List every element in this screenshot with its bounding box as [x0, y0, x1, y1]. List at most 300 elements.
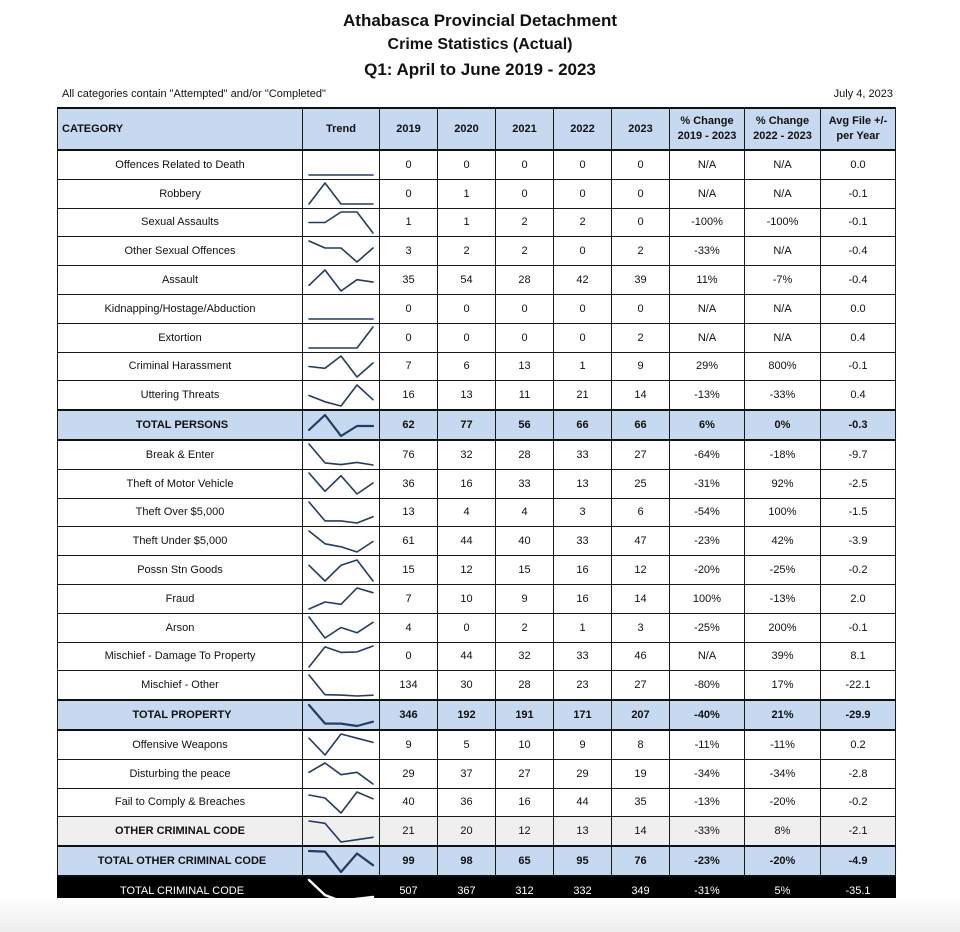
avg-file-per-year: -3.9 — [821, 527, 896, 556]
year-value-2022: 171 — [554, 700, 612, 730]
trend-sparkline — [303, 209, 379, 236]
category-cell: Mischief - Damage To Property — [58, 642, 303, 671]
year-value-2020: 44 — [438, 642, 496, 671]
year-value-2019: 346 — [380, 700, 438, 730]
avg-file-per-year: -0.3 — [821, 410, 896, 440]
pct-change-2019-2023: 29% — [670, 352, 745, 381]
pct-change-2022-2023: -18% — [745, 440, 821, 469]
table-row — [58, 556, 896, 585]
year-value-2021: 9 — [496, 584, 554, 613]
category-cell: Possn Stn Goods — [58, 556, 303, 585]
category-cell: TOTAL PERSONS — [58, 410, 303, 440]
year-value-2020: 98 — [438, 846, 496, 876]
year-value-2022: 0 — [554, 179, 612, 208]
table-row — [58, 584, 896, 613]
trend-line — [309, 531, 373, 552]
pct-change-2019-2023: N/A — [670, 323, 745, 352]
year-value-2023: 46 — [612, 642, 670, 671]
year-value-2020: 37 — [438, 759, 496, 788]
avg-file-per-year: 2.0 — [821, 584, 896, 613]
trend-cell — [303, 150, 380, 179]
avg-file-per-year: 8.1 — [821, 642, 896, 671]
year-value-2022: 0 — [554, 150, 612, 179]
trend-sparkline — [303, 412, 379, 439]
pct-change-2019-2023: -40% — [670, 700, 745, 730]
avg-file-per-year: -2.1 — [821, 817, 896, 846]
pct-change-2022-2023: -100% — [745, 208, 821, 237]
categories-note: All categories contain "Attempted" and/or "Completed" — [62, 88, 326, 100]
avg-file-per-year: 0.2 — [821, 730, 896, 759]
pct-change-2019-2023: N/A — [670, 179, 745, 208]
avg-file-per-year: 0.4 — [821, 381, 896, 410]
pct-change-2022-2023: N/A — [745, 323, 821, 352]
year-value-2022: 44 — [554, 788, 612, 817]
category-cell: Assault — [58, 266, 303, 295]
trend-sparkline — [303, 731, 379, 758]
year-value-2023: 9 — [612, 352, 670, 381]
year-value-2022: 0 — [554, 294, 612, 323]
year-value-2021: 28 — [496, 671, 554, 700]
pct-change-2019-2023: -13% — [670, 788, 745, 817]
year-value-2020: 6 — [438, 352, 496, 381]
year-value-2022: 29 — [554, 759, 612, 788]
year-value-2019: 507 — [380, 876, 438, 905]
pct-change-2019-2023: 6% — [670, 410, 745, 440]
pct-change-2019-2023: -54% — [670, 498, 745, 527]
year-value-2023: 207 — [612, 700, 670, 730]
trend-sparkline — [303, 585, 379, 612]
header-avg-unit: per Year — [836, 130, 880, 142]
avg-file-per-year: -29.9 — [821, 700, 896, 730]
year-value-2022: 0 — [554, 323, 612, 352]
year-value-2022: 33 — [554, 642, 612, 671]
category-cell: Mischief - Other — [58, 671, 303, 700]
pct-change-2022-2023: 0% — [745, 410, 821, 440]
trend-sparkline — [303, 441, 379, 468]
year-value-2023: 14 — [612, 381, 670, 410]
trend-cell — [303, 179, 380, 208]
year-value-2021: 2 — [496, 237, 554, 266]
pct-change-2019-2023: -100% — [670, 208, 745, 237]
year-value-2019: 0 — [380, 294, 438, 323]
header-pct-range: 2022 - 2023 — [753, 130, 812, 142]
category-cell: TOTAL PROPERTY — [58, 700, 303, 730]
trend-cell — [303, 266, 380, 295]
category-cell: Theft Over $5,000 — [58, 498, 303, 527]
category-cell: Robbery — [58, 179, 303, 208]
trend-sparkline — [303, 295, 379, 322]
year-value-2022: 2 — [554, 208, 612, 237]
year-value-2020: 16 — [438, 469, 496, 498]
pct-change-2019-2023: 11% — [670, 266, 745, 295]
year-value-2023: 14 — [612, 817, 670, 846]
year-value-2022: 16 — [554, 556, 612, 585]
year-value-2023: 2 — [612, 323, 670, 352]
year-value-2020: 1 — [438, 208, 496, 237]
category-cell: Theft Under $5,000 — [58, 527, 303, 556]
trend-cell — [303, 410, 380, 440]
year-value-2019: 0 — [380, 150, 438, 179]
table-row — [58, 642, 896, 671]
year-value-2019: 29 — [380, 759, 438, 788]
year-value-2020: 44 — [438, 527, 496, 556]
pct-change-2022-2023: -11% — [745, 730, 821, 759]
trend-cell — [303, 237, 380, 266]
pct-change-2022-2023: -13% — [745, 584, 821, 613]
total-row — [58, 410, 896, 440]
year-value-2023: 25 — [612, 469, 670, 498]
year-value-2020: 36 — [438, 788, 496, 817]
trend-sparkline — [303, 382, 379, 409]
year-value-2020: 1 — [438, 179, 496, 208]
year-value-2020: 54 — [438, 266, 496, 295]
year-value-2020: 0 — [438, 150, 496, 179]
trend-cell — [303, 498, 380, 527]
year-value-2019: 0 — [380, 179, 438, 208]
header-2019: 2019 — [380, 108, 438, 150]
year-value-2021: 0 — [496, 323, 554, 352]
year-value-2019: 21 — [380, 817, 438, 846]
header-2021: 2021 — [496, 108, 554, 150]
year-value-2020: 0 — [438, 613, 496, 642]
report-period: Q1: April to June 2019 - 2023 — [364, 60, 596, 79]
pct-change-2019-2023: -33% — [670, 817, 745, 846]
year-value-2019: 15 — [380, 556, 438, 585]
table-row — [58, 527, 896, 556]
year-value-2019: 35 — [380, 266, 438, 295]
avg-file-per-year: -2.8 — [821, 759, 896, 788]
year-value-2023: 0 — [612, 179, 670, 208]
report-subtitle: Crime Statistics (Actual) — [387, 36, 573, 53]
year-value-2020: 30 — [438, 671, 496, 700]
year-value-2022: 16 — [554, 584, 612, 613]
trend-line — [309, 385, 373, 406]
total-row — [58, 700, 896, 730]
pct-change-2019-2023: -64% — [670, 440, 745, 469]
year-value-2022: 21 — [554, 381, 612, 410]
trend-line — [309, 356, 373, 377]
year-value-2019: 76 — [380, 440, 438, 469]
pct-change-2022-2023: 200% — [745, 613, 821, 642]
pct-change-2019-2023: -13% — [670, 381, 745, 410]
year-value-2021: 10 — [496, 730, 554, 759]
header-avg-file-per-year — [821, 108, 896, 150]
year-value-2022: 33 — [554, 440, 612, 469]
category-cell: Disturbing the peace — [58, 759, 303, 788]
pct-change-2019-2023: -31% — [670, 876, 745, 905]
header-pct-range: 2019 - 2023 — [677, 130, 737, 142]
trend-cell — [303, 730, 380, 759]
pct-change-2022-2023: 92% — [745, 469, 821, 498]
year-value-2023: 8 — [612, 730, 670, 759]
table-row — [58, 150, 896, 179]
table-row — [58, 237, 896, 266]
pct-change-2022-2023: 800% — [745, 352, 821, 381]
avg-file-per-year: -0.1 — [821, 352, 896, 381]
trend-cell — [303, 440, 380, 469]
trend-sparkline — [303, 238, 379, 265]
pct-change-2019-2023: 100% — [670, 584, 745, 613]
pct-change-2022-2023: 17% — [745, 671, 821, 700]
category-cell: TOTAL OTHER CRIMINAL CODE — [58, 846, 303, 876]
table-row — [58, 730, 896, 759]
pct-change-2022-2023: N/A — [745, 237, 821, 266]
table-row — [58, 294, 896, 323]
year-value-2019: 7 — [380, 584, 438, 613]
pct-change-2019-2023: -20% — [670, 556, 745, 585]
year-value-2022: 3 — [554, 498, 612, 527]
pct-change-2022-2023: -25% — [745, 556, 821, 585]
category-cell: Kidnapping/Hostage/Abduction — [58, 294, 303, 323]
avg-file-per-year: 0.0 — [821, 294, 896, 323]
table-row — [58, 788, 896, 817]
pct-change-2022-2023: 5% — [745, 876, 821, 905]
pct-change-2022-2023: N/A — [745, 150, 821, 179]
pct-change-2022-2023: 8% — [745, 817, 821, 846]
year-value-2019: 9 — [380, 730, 438, 759]
year-value-2022: 23 — [554, 671, 612, 700]
trend-line — [309, 705, 373, 726]
year-value-2020: 0 — [438, 294, 496, 323]
trend-sparkline — [303, 643, 379, 670]
category-cell: Offensive Weapons — [58, 730, 303, 759]
year-value-2020: 77 — [438, 410, 496, 440]
trend-line — [309, 821, 373, 842]
year-value-2021: 27 — [496, 759, 554, 788]
trend-sparkline — [303, 324, 379, 351]
trend-cell — [303, 846, 380, 876]
avg-file-per-year: -1.5 — [821, 498, 896, 527]
year-value-2023: 19 — [612, 759, 670, 788]
trend-sparkline — [303, 702, 379, 729]
report-title: Athabasca Provincial Detachment — [343, 11, 617, 30]
trend-line — [309, 763, 373, 784]
year-value-2019: 99 — [380, 846, 438, 876]
year-value-2021: 0 — [496, 294, 554, 323]
trend-line — [309, 444, 373, 465]
trend-line — [309, 473, 373, 494]
table-row — [58, 440, 896, 469]
year-value-2023: 27 — [612, 440, 670, 469]
year-value-2023: 0 — [612, 294, 670, 323]
year-value-2023: 47 — [612, 527, 670, 556]
header-trend: Trend — [303, 108, 380, 150]
trend-cell — [303, 642, 380, 671]
trend-sparkline — [303, 818, 379, 845]
year-value-2019: 134 — [380, 671, 438, 700]
trend-cell — [303, 584, 380, 613]
year-value-2021: 56 — [496, 410, 554, 440]
year-value-2021: 0 — [496, 179, 554, 208]
header-pct-label: % Change — [680, 115, 734, 127]
trend-sparkline — [303, 267, 379, 294]
category-cell: Theft of Motor Vehicle — [58, 469, 303, 498]
year-value-2023: 66 — [612, 410, 670, 440]
avg-file-per-year: -0.2 — [821, 788, 896, 817]
year-value-2019: 62 — [380, 410, 438, 440]
year-value-2021: 65 — [496, 846, 554, 876]
trend-sparkline — [303, 614, 379, 641]
trend-cell — [303, 613, 380, 642]
year-value-2021: 33 — [496, 469, 554, 498]
table-row — [58, 208, 896, 237]
year-value-2023: 39 — [612, 266, 670, 295]
year-value-2023: 35 — [612, 788, 670, 817]
pct-change-2022-2023: N/A — [745, 179, 821, 208]
trend-cell — [303, 556, 380, 585]
year-value-2021: 312 — [496, 876, 554, 905]
table-row — [58, 381, 896, 410]
trend-sparkline — [303, 848, 379, 875]
year-value-2023: 0 — [612, 208, 670, 237]
report-date: July 4, 2023 — [833, 88, 893, 100]
year-value-2023: 0 — [612, 150, 670, 179]
trend-line — [309, 851, 373, 872]
trend-sparkline — [303, 151, 379, 178]
trend-cell — [303, 527, 380, 556]
trend-sparkline — [303, 470, 379, 497]
year-value-2019: 36 — [380, 469, 438, 498]
year-value-2020: 367 — [438, 876, 496, 905]
year-value-2019: 0 — [380, 323, 438, 352]
header-avg-label: Avg File +/- — [828, 115, 888, 127]
header-2023: 2023 — [612, 108, 670, 150]
year-value-2022: 1 — [554, 613, 612, 642]
year-value-2022: 13 — [554, 817, 612, 846]
year-value-2019: 16 — [380, 381, 438, 410]
trend-line — [309, 675, 373, 696]
avg-file-per-year: -2.5 — [821, 469, 896, 498]
category-cell: Arson — [58, 613, 303, 642]
category-cell: Criminal Harassment — [58, 352, 303, 381]
avg-file-per-year: -35.1 — [821, 876, 896, 905]
trend-line — [309, 270, 373, 291]
year-value-2021: 4 — [496, 498, 554, 527]
pct-change-2019-2023: -33% — [670, 237, 745, 266]
pct-change-2022-2023: -34% — [745, 759, 821, 788]
avg-file-per-year: -22.1 — [821, 671, 896, 700]
subtotal-row — [58, 817, 896, 846]
pct-change-2019-2023: N/A — [670, 294, 745, 323]
category-cell: Other Sexual Offences — [58, 237, 303, 266]
year-value-2021: 16 — [496, 788, 554, 817]
pct-change-2022-2023: -7% — [745, 266, 821, 295]
avg-file-per-year: -0.1 — [821, 208, 896, 237]
avg-file-per-year: 0.4 — [821, 323, 896, 352]
pct-change-2022-2023: 42% — [745, 527, 821, 556]
table-row — [58, 671, 896, 700]
year-value-2021: 2 — [496, 208, 554, 237]
report-title-block — [0, 9, 960, 83]
trend-line — [309, 646, 373, 667]
year-value-2020: 20 — [438, 817, 496, 846]
year-value-2022: 9 — [554, 730, 612, 759]
pct-change-2022-2023: -20% — [745, 846, 821, 876]
trend-sparkline — [303, 499, 379, 526]
year-value-2023: 14 — [612, 584, 670, 613]
trend-line — [309, 212, 373, 233]
year-value-2022: 42 — [554, 266, 612, 295]
year-value-2019: 0 — [380, 642, 438, 671]
category-cell: Fraud — [58, 584, 303, 613]
year-value-2020: 4 — [438, 498, 496, 527]
pct-change-2019-2023: -11% — [670, 730, 745, 759]
year-value-2022: 95 — [554, 846, 612, 876]
trend-cell — [303, 208, 380, 237]
category-cell: TOTAL CRIMINAL CODE — [58, 876, 303, 905]
pct-change-2019-2023: N/A — [670, 150, 745, 179]
table-row — [58, 759, 896, 788]
header-category: CATEGORY — [58, 108, 303, 150]
header-pct-change-2019-2023 — [670, 108, 745, 150]
year-value-2019: 61 — [380, 527, 438, 556]
avg-file-per-year: -4.9 — [821, 846, 896, 876]
trend-line — [309, 792, 373, 813]
trend-cell — [303, 759, 380, 788]
year-value-2023: 3 — [612, 613, 670, 642]
year-value-2021: 13 — [496, 352, 554, 381]
pct-change-2022-2023: 100% — [745, 498, 821, 527]
trend-sparkline — [303, 760, 379, 787]
year-value-2021: 15 — [496, 556, 554, 585]
pct-change-2019-2023: -80% — [670, 671, 745, 700]
year-value-2023: 12 — [612, 556, 670, 585]
trend-line — [309, 734, 373, 755]
year-value-2019: 40 — [380, 788, 438, 817]
year-value-2022: 33 — [554, 527, 612, 556]
trend-cell — [303, 817, 380, 846]
year-value-2023: 2 — [612, 237, 670, 266]
year-value-2021: 11 — [496, 381, 554, 410]
pct-change-2022-2023: 21% — [745, 700, 821, 730]
year-value-2023: 349 — [612, 876, 670, 905]
trend-line — [309, 502, 373, 523]
year-value-2020: 32 — [438, 440, 496, 469]
year-value-2023: 6 — [612, 498, 670, 527]
trend-line — [309, 560, 373, 581]
category-cell: Uttering Threats — [58, 381, 303, 410]
table-row — [58, 469, 896, 498]
page-bottom-shadow — [0, 898, 960, 932]
year-value-2021: 40 — [496, 527, 554, 556]
avg-file-per-year: -9.7 — [821, 440, 896, 469]
avg-file-per-year: -0.4 — [821, 266, 896, 295]
year-value-2021: 2 — [496, 613, 554, 642]
year-value-2022: 1 — [554, 352, 612, 381]
table-row — [58, 613, 896, 642]
avg-file-per-year: -0.1 — [821, 179, 896, 208]
trend-cell — [303, 469, 380, 498]
trend-cell — [303, 352, 380, 381]
table-row — [58, 179, 896, 208]
trend-cell — [303, 788, 380, 817]
trend-cell — [303, 323, 380, 352]
category-cell: Fail to Comply & Breaches — [58, 788, 303, 817]
pct-change-2022-2023: 39% — [745, 642, 821, 671]
year-value-2019: 13 — [380, 498, 438, 527]
pct-change-2019-2023: -25% — [670, 613, 745, 642]
trend-sparkline — [303, 353, 379, 380]
total-row — [58, 846, 896, 876]
year-value-2022: 66 — [554, 410, 612, 440]
trend-line — [309, 588, 373, 609]
trend-sparkline — [303, 557, 379, 584]
year-value-2022: 332 — [554, 876, 612, 905]
header-2022: 2022 — [554, 108, 612, 150]
category-cell: OTHER CRIMINAL CODE — [58, 817, 303, 846]
year-value-2022: 13 — [554, 469, 612, 498]
year-value-2021: 191 — [496, 700, 554, 730]
